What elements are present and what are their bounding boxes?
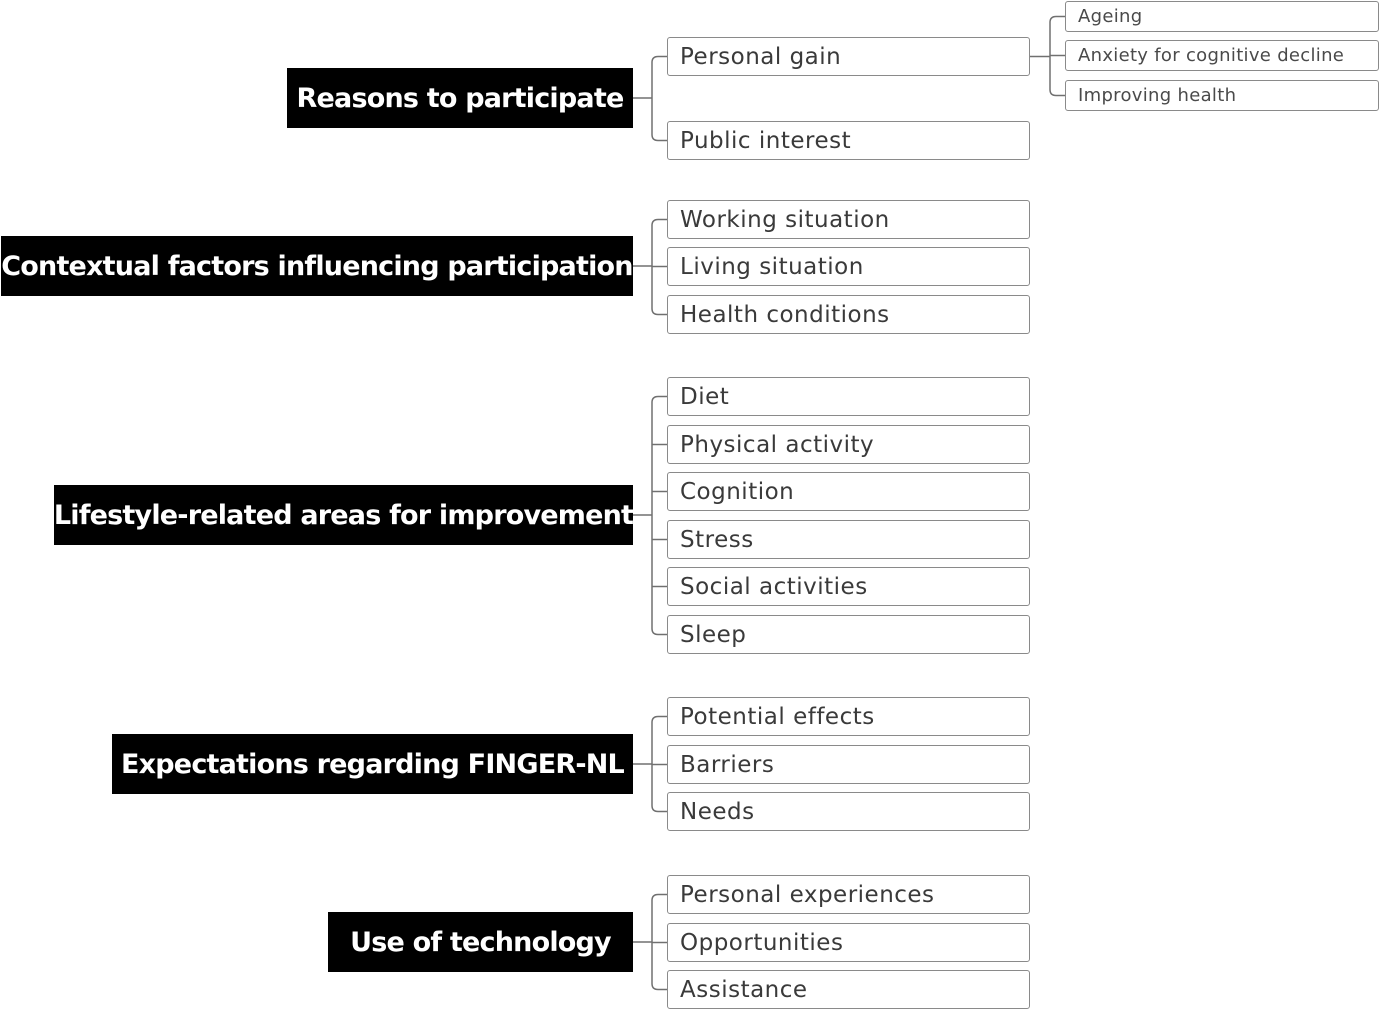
subtheme-box: Cognition xyxy=(667,472,1030,511)
theme-box: Reasons to participate xyxy=(287,68,633,128)
branch-trunk-line xyxy=(652,397,667,635)
branch-trunk-line xyxy=(652,57,667,141)
subtheme-box: Public interest xyxy=(667,121,1030,160)
subtheme-box: Stress xyxy=(667,520,1030,559)
theme-box: Contextual factors influencing participation xyxy=(1,236,633,296)
sub-subtheme-box: Ageing xyxy=(1065,1,1379,32)
subtheme-box: Needs xyxy=(667,792,1030,831)
subtheme-box: Opportunities xyxy=(667,923,1030,962)
subtheme-box: Barriers xyxy=(667,745,1030,784)
subtheme-box: Sleep xyxy=(667,615,1030,654)
subtheme-box: Diet xyxy=(667,377,1030,416)
subtheme-box: Physical activity xyxy=(667,425,1030,464)
subtheme-box: Social activities xyxy=(667,567,1030,606)
theme-box: Use of technology xyxy=(328,912,633,972)
subtheme-box: Living situation xyxy=(667,247,1030,286)
theme-box: Expectations regarding FINGER-NL xyxy=(112,734,633,794)
subtheme-box: Personal gain xyxy=(667,37,1030,76)
subtheme-box: Assistance xyxy=(667,970,1030,1009)
subtheme-box: Working situation xyxy=(667,200,1030,239)
sub-subtheme-box: Anxiety for cognitive decline xyxy=(1065,40,1379,71)
subtheme-box: Health conditions xyxy=(667,295,1030,334)
theme-box: Lifestyle-related areas for improvement xyxy=(54,485,633,545)
subtheme-box: Personal experiences xyxy=(667,875,1030,914)
sub-subtheme-box: Improving health xyxy=(1065,80,1379,111)
subtheme-box: Potential effects xyxy=(667,697,1030,736)
